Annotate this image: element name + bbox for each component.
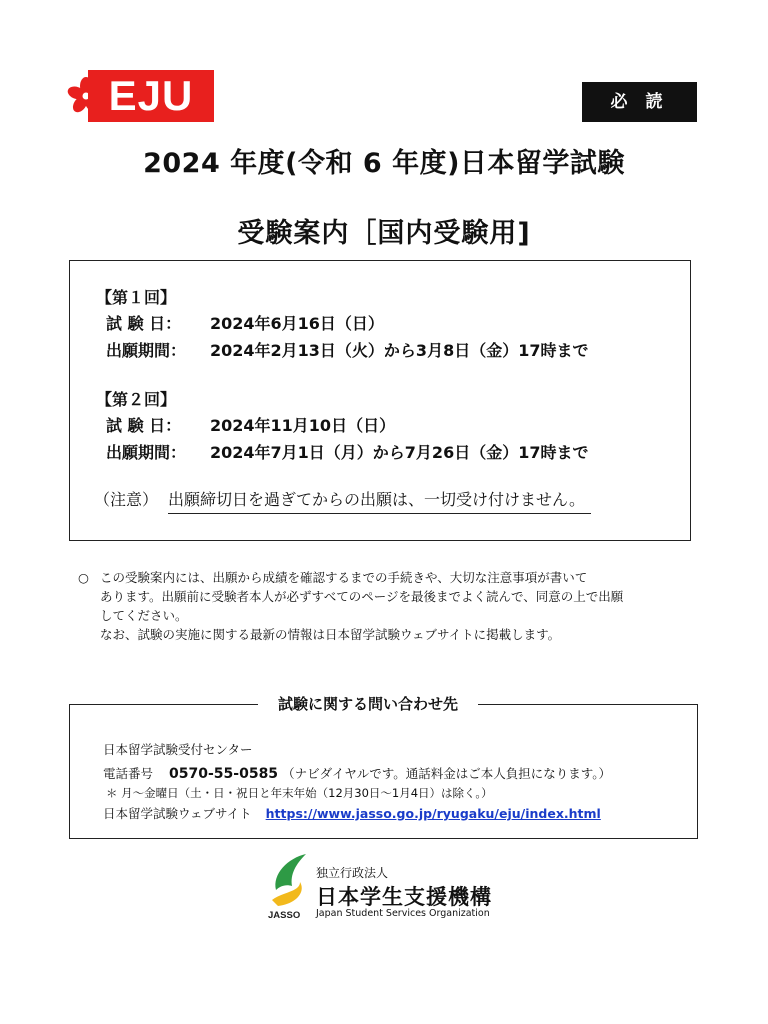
page-title: 2024 年度(令和 6 年度)日本留学試験	[143, 148, 625, 179]
jasso-logo	[266, 852, 506, 922]
intro-line: してください。	[100, 608, 188, 623]
session1-exam-row	[106, 311, 384, 334]
logo-text: EJU	[88, 70, 214, 122]
intro-line: なお、試験の実施に関する最新の情報は日本留学試験ウェブサイトに掲載します。	[100, 627, 561, 642]
phone-label: 電話番号	[103, 766, 154, 781]
note-text: 出願締切日を過ぎてからの出願は、一切受け付けません。	[168, 490, 591, 514]
org-name-jp: 日本学生支援機構	[316, 885, 492, 909]
intro-line: この受験案内には、出願から成績を確認するまでの手続きや、大切な注意事項が書いて	[100, 570, 588, 585]
bullet-icon: ○	[78, 570, 89, 585]
note-label: （注意）	[94, 490, 159, 509]
hours-note: ＊ 月～金曜日（土・日・祝日と年末年始（12月30日～1月4日）は除く。）	[106, 786, 493, 800]
website-row	[103, 804, 601, 822]
period-value: 2024年2月13日（火）から3月8日（金）17時まで	[210, 341, 589, 360]
jasso-abbr: JASSO	[268, 910, 301, 921]
session2-exam-row	[106, 413, 395, 436]
period-label: 出願期間：	[106, 341, 187, 360]
schedule-box	[69, 260, 691, 541]
center-name: 日本留学試験受付センター	[103, 742, 253, 757]
exam-date-label: 試 験 日：	[106, 314, 182, 333]
phone-number[interactable]: 0570-55-0585	[169, 766, 279, 782]
phone-note: （ナビダイヤルです。通話料金はご本人負担になります。）	[282, 766, 611, 781]
session2-period-row	[106, 440, 588, 463]
page-subtitle: 受験案内［国内受験用]	[237, 218, 531, 249]
phone-row	[103, 764, 611, 782]
jasso-emblem-icon	[266, 852, 312, 922]
must-read-badge: 必 読	[582, 82, 697, 122]
intro-line: あります。出願前に受験者本人が必ずすべてのページを最後までよく読んで、同意の上で出願	[100, 589, 624, 604]
website-label: 日本留学試験ウェブサイト	[103, 806, 252, 821]
org-name-en: Japan Student Services Organization	[316, 908, 490, 919]
contact-title: 試験に関する問い合わせ先	[258, 693, 478, 714]
deadline-note	[94, 487, 591, 510]
org-type: 独立行政法人	[316, 866, 389, 880]
exam-date-value: 2024年6月16日（日）	[210, 314, 384, 333]
period-value: 2024年7月1日（月）から7月26日（金）17時まで	[210, 443, 589, 462]
website-link[interactable]: https://www.jasso.go.jp/ryugaku/eju/index.html	[265, 806, 601, 821]
eju-logo	[66, 70, 214, 122]
exam-date-value: 2024年11月10日（日）	[210, 416, 396, 435]
contact-box	[69, 695, 698, 839]
session2-heading: 【第２回】	[96, 390, 177, 409]
session1-period-row	[106, 338, 588, 361]
session1-heading: 【第１回】	[96, 288, 177, 307]
period-label: 出願期間：	[106, 443, 187, 462]
exam-date-label: 試 験 日：	[106, 416, 182, 435]
